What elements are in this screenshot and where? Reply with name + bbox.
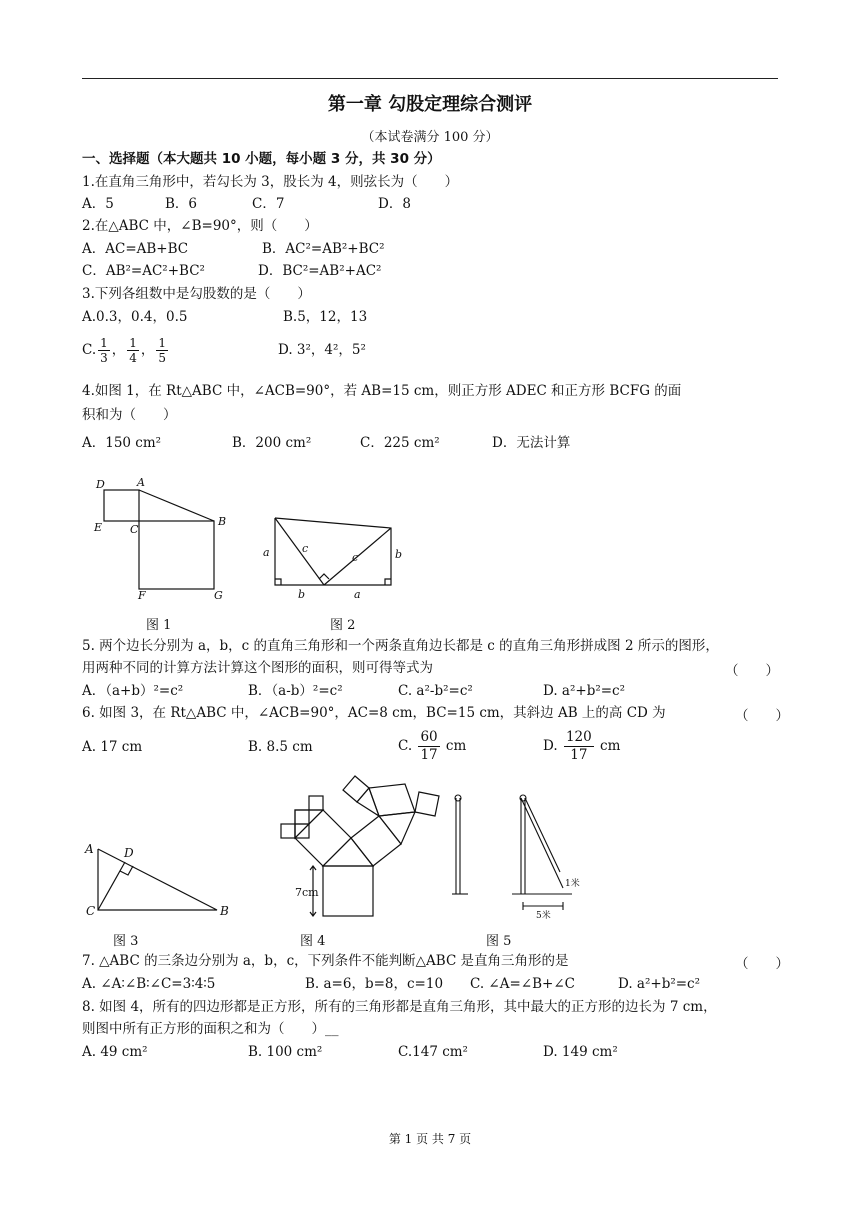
q3-option-c-prefix: C.	[82, 342, 97, 358]
triangle-main	[323, 838, 373, 866]
fraction-numerator: 120	[565, 729, 592, 745]
q6-option-b: B. 8.5 cm	[248, 739, 313, 755]
square-right-top-b	[343, 776, 369, 802]
fig1-label-g: G	[214, 589, 223, 602]
fraction-120-17	[564, 729, 594, 764]
unit: cm	[445, 738, 467, 754]
figure-4-caption: 图 4	[300, 934, 326, 949]
square-bcfg	[139, 521, 214, 589]
figure-3-caption: 图 3	[113, 934, 139, 949]
segment-c-left	[275, 518, 324, 585]
q4-stem-line2: 积和为（ ）	[82, 407, 177, 423]
right-angle-center	[319, 574, 329, 579]
q1-option-b: B．6	[165, 196, 198, 212]
q5-option-a: A．（a+b）²=c²	[82, 683, 184, 699]
q5-stem-line1: 5. 两个边长分别为 a，b，c 的直角三角形和一个两条直角边长都是 c 的直角三角形拼成图 2 所示的图形，	[82, 638, 719, 654]
q2-option-b: B．AC²=AB²+BC²	[262, 241, 385, 257]
fig2-label-b-right: b	[395, 548, 403, 561]
fraction-numerator: 1	[129, 336, 137, 350]
fig1-label-f: F	[138, 589, 146, 602]
fraction-one-third	[98, 336, 110, 365]
separator: ，	[140, 342, 155, 358]
triangle-right	[379, 812, 415, 844]
q5-option-d: D. a²+b²=c²	[543, 683, 626, 699]
fig2-label-a-bottom: a	[354, 588, 361, 601]
fraction-numerator: 1	[100, 336, 108, 350]
q5-answer-paren: （ ）	[725, 663, 779, 679]
fig5-label-5m: 5米	[536, 911, 551, 921]
fraction-denominator: 17	[420, 747, 438, 763]
q4-option-b: B．200 cm²	[232, 435, 312, 451]
fig1-label-a: A	[137, 476, 145, 489]
q1-option-c: C．7	[252, 196, 285, 212]
fig3-label-d: D	[124, 846, 134, 860]
q8-option-d: D. 149 cm²	[543, 1044, 618, 1060]
q6-option-a: A. 17 cm	[82, 739, 143, 755]
figure-4	[265, 772, 440, 922]
q6-option-d-prefix: D.	[543, 738, 558, 754]
q7-option-c: C. ∠A=∠B+∠C	[470, 976, 575, 992]
small-square-l3	[281, 824, 295, 838]
triangle-top	[357, 788, 379, 816]
q2-option-d: D．BC²=AB²+AC²	[258, 263, 382, 279]
right-angle-left	[275, 579, 281, 585]
fig2-label-c-left: c	[302, 542, 309, 555]
fig1-label-b: B	[218, 515, 227, 528]
square-adec	[104, 490, 139, 521]
fraction-numerator: 60	[420, 729, 438, 745]
largest-square	[323, 866, 373, 916]
square-right-top-c	[415, 792, 439, 816]
q6-option-d	[543, 728, 620, 764]
q2-option-c: C．AB²=AC²+BC²	[82, 263, 205, 279]
q8-option-b: B. 100 cm²	[248, 1044, 323, 1060]
fig2-label-c-right: c	[352, 551, 359, 564]
small-square-l4	[309, 796, 323, 810]
fraction-one-fourth	[127, 336, 139, 365]
q4-option-d: D．无法计算	[492, 435, 571, 451]
q3-option-d: D. 3²，4²，5²	[278, 342, 366, 358]
figure-5-caption: 图 5	[486, 934, 512, 949]
q3-option-b: B.5，12，13	[283, 309, 368, 325]
q8-stem-line2: 则图中所有正方形的面积之和为（ ）__	[82, 1021, 339, 1037]
q5-option-c: C. a²-b²=c²	[398, 683, 473, 699]
fraction-one-fifth	[156, 336, 168, 365]
fig2-label-b-bottom: b	[298, 588, 306, 601]
fig3-label-b: B	[220, 904, 229, 918]
figure-1-caption: 图 1	[146, 618, 172, 633]
fig3-label-a: A	[85, 842, 94, 856]
separator: ，	[111, 342, 126, 358]
small-square-l2	[295, 810, 309, 824]
fraction-denominator: 5	[158, 351, 167, 365]
q6-answer-paren: （ ）	[735, 708, 789, 724]
q4-option-a: A．150 cm²	[82, 435, 162, 451]
figure-3	[82, 835, 242, 925]
fig4-dimension-label: 7cm	[295, 886, 319, 899]
q4-option-c: C．225 cm²	[360, 435, 440, 451]
q7-option-a: A. ∠A∶∠B∶∠C=3∶4∶5	[82, 976, 216, 992]
q5-stem-line2: 用两种不同的计算方法计算这个图形的面积，则可得等式为	[82, 660, 433, 676]
fraction-denominator: 4	[129, 351, 137, 365]
q7-option-d: D. a²+b²=c²	[618, 976, 701, 992]
q2-stem: 2.在△ABC 中，∠B=90°，则（ ）	[82, 218, 318, 234]
q8-option-a: A. 49 cm²	[82, 1044, 148, 1060]
square-right	[351, 816, 401, 866]
q2-option-a: A．AC=AB+BC	[82, 241, 189, 257]
triangle-abc	[98, 849, 217, 910]
fig5-label-1m: 1米	[565, 879, 580, 889]
rope-a	[521, 798, 563, 888]
page-footer: 第 1 页 共 7 页	[388, 1132, 472, 1146]
trapezoid-outline	[275, 518, 391, 585]
fraction-denominator: 3	[100, 351, 108, 365]
fraction-60-17	[418, 729, 439, 764]
altitude-cd	[98, 862, 125, 910]
fig1-label-c: C	[130, 523, 139, 536]
q7-stem: 7. △ABC 的三条边分别为 a，b，c，下列条件不能判断△ABC 是直角三角形的是	[82, 953, 569, 969]
q6-option-c-prefix: C.	[398, 738, 413, 754]
section-heading: 一、选择题（本大题共 10 小题，每小题 3 分，共 30 分）	[82, 151, 441, 167]
square-right-top-a	[369, 784, 415, 816]
figure-1	[90, 475, 240, 605]
hypotenuse-ab	[139, 490, 214, 521]
q4-stem-line1: 4.如图 1，在 Rt△ABC 中，∠ACB=90°，若 AB=15 cm，则正方形 ADEC 和正方形 BCFG 的面	[82, 383, 682, 399]
fig2-label-a-left: a	[263, 546, 270, 559]
right-angle-right	[385, 579, 391, 585]
q5-option-b: B．（a-b）²=c²	[248, 683, 343, 699]
fig1-label-e: E	[94, 521, 103, 534]
fig1-label-d: D	[96, 478, 105, 491]
figure-2-caption: 图 2	[330, 618, 356, 633]
header-rule	[82, 78, 778, 79]
unit: cm	[600, 738, 621, 754]
q8-option-c: C.147 cm²	[398, 1044, 468, 1060]
q1-option-d: D．8	[378, 196, 411, 212]
q8-stem-line1: 8. 如图 4，所有的四边形都是正方形，所有的三角形都是直角三角形，其中最大的正方形的边长为 7 cm，	[82, 999, 717, 1015]
fig3-label-c: C	[86, 904, 96, 918]
q1-option-a: A．5	[82, 196, 114, 212]
q6-option-c	[398, 728, 466, 764]
q1-stem: 1.在直角三角形中，若勾长为 3，股长为 4，则弦长为（ ）	[82, 174, 459, 190]
page-subtitle: （本试卷满分 100 分）	[361, 130, 499, 145]
q6-stem: 6. 如图 3，在 Rt△ABC 中，∠ACB=90°，AC=8 cm，BC=15 cm，其斜边 AB 上的高 CD 为	[82, 705, 666, 721]
q3-stem: 3.下列各组数中是勾股数的是（ ）	[82, 286, 311, 302]
fraction-numerator: 1	[158, 336, 167, 350]
q7-answer-paren: （ ）	[735, 956, 789, 972]
q7-option-b: B. a=6，b=8，c=10	[305, 976, 444, 992]
rope-b	[525, 798, 560, 872]
q3-option-a: A.0.3，0.4，0.5	[82, 309, 188, 325]
page-title: 第一章 勾股定理综合测评	[327, 94, 533, 115]
q3-option-c	[82, 334, 170, 366]
fraction-denominator: 17	[570, 747, 588, 763]
figure-5	[448, 790, 588, 925]
figure-2	[258, 510, 413, 605]
